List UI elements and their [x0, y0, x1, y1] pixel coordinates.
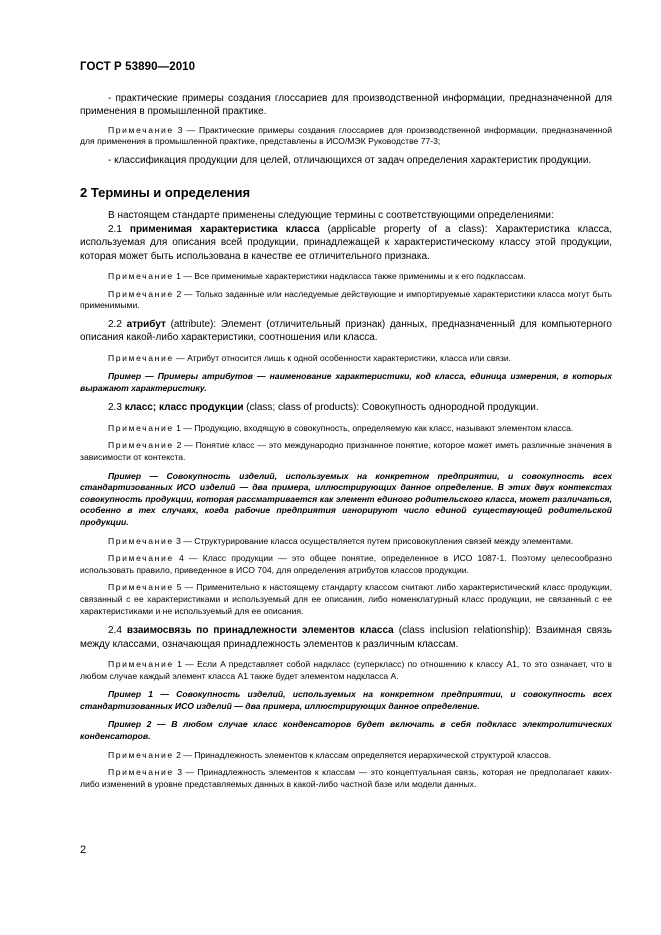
note-label: Примечание [108, 440, 174, 451]
note [80, 659, 612, 682]
note [80, 582, 612, 617]
note [80, 289, 612, 312]
note-text: 1 — Все применимые характеристики надкласса также применимы и к его подклассам. [173, 271, 526, 282]
term-definition: (applicable property of a class): Характеристика класса, используемая для описания всей продукции, принадлежащей к характеристическому классу этой продукции, которая может быть использована в качестве ее отличительного признака. [80, 223, 612, 262]
intro-list-item: - практические примеры создания глоссариев для производственной информации, предназначенной для применения в промышленной практике. [80, 93, 612, 118]
term-definition: (class inclusion relationship): Взаимная связь между классами, означающая принадлежность элементов к различным классам. [80, 625, 612, 650]
note-label: Примечание [108, 288, 174, 299]
standard-number: ГОСТ Р 53890—2010 [80, 61, 196, 73]
term-2-2 [80, 318, 612, 345]
note-label: Примечание [108, 271, 174, 282]
note-label: Примечание [108, 352, 174, 363]
note-label: Примечание [108, 767, 174, 778]
page-content [80, 92, 612, 790]
note [80, 353, 612, 365]
term-definition: (attribute): Элемент (отличительный признак) данных, предназначенный для компьютерного описания какой-либо характеристики, соотношения или класса. [80, 318, 612, 344]
note-label: Примечание [108, 658, 174, 669]
note [80, 536, 612, 548]
note [80, 750, 612, 762]
page-number: 2 [80, 844, 87, 856]
note [80, 553, 612, 576]
section-lead: В настоящем стандарте применены следующие термины с соответствующими определениями: [108, 210, 554, 222]
example: Пример — Совокупность изделий, используемых на конкретном предприятии, и совокупность всех стандартизованных ИСО изделий — два примера, иллюстрирующих данное определение. В этих двух контекстах совокупность продукции, которая рассматривается как элемент единого родительского класса, может различаться, особенно в тех случаях, когда рабочие предприятия игнорируют число единой существующей родительской продукции. [80, 470, 612, 527]
term-name: класс; класс продукции [124, 402, 244, 414]
note [80, 423, 612, 435]
note-text: 2 — Только заданные или наследуемые действующие и импортируемые характеристики класса могут быть применимыми. [80, 288, 612, 311]
note-label: Примечание [108, 582, 174, 593]
note [80, 767, 612, 790]
note-text: 3 — Практические примеры создания глоссариев для производственной информации, предназначенной для применения в промышленной практике, представлены в ИСО/МЭК Руководстве 77-3; [80, 124, 612, 147]
term-number: 2.2 [108, 318, 127, 330]
example: Пример — Примеры атрибутов — наименование характеристики, код класса, единица измерения, в которых выражают характеристику. [80, 371, 612, 393]
term-name: взаимосвязь по принадлежности элементов класса [126, 625, 394, 637]
note-text: 4 — Класс продукции — это общее понятие, определенное в ИСО 1087-1. Поэтому целесообразно использовать правило, приведенное в ИСО 704, для определения атрибутов классов продукции. [80, 553, 612, 575]
note [80, 440, 612, 463]
note-text: 3 — Принадлежность элементов к классам — это концептуальная связь, которая не предполагает каких-либо изменений в уровне представляемых данных в какой-либо частной базе или модели данных. [80, 767, 612, 789]
note-text: 5 — Применительно к настоящему стандарту классом считают либо характеристический класс продукции, связанный с ее характеристиками и используемый для ее описания, либо номенклатурный класс продукции, не связанный с ее характеристиками и не используемый для ее описания. [80, 582, 612, 616]
intro-list-item: - классификация продукции для целей, отличающихся от задач определения характеристик продукции. [108, 155, 592, 166]
note-text: — Атрибут относится лишь к одной особенности характеристики, класса или связи. [173, 352, 512, 363]
term-2-1 [80, 223, 612, 263]
note [80, 125, 612, 148]
section-title: 2 Термины и определения [80, 185, 251, 201]
term-number: 2.3 [108, 402, 125, 414]
note-label: Примечание [108, 553, 174, 564]
note-text: 2 — Принадлежность элементов к классам определяется иерархической структурой классов. [173, 749, 552, 760]
term-number: 2.4 [108, 625, 127, 637]
note-label: Примечание [108, 535, 174, 546]
term-name: применимая характеристика класса [129, 223, 320, 235]
term-name: атрибут [126, 318, 166, 330]
term-definition: (class; class of products): Совокупность однородной продукции. [243, 402, 539, 414]
note-label: Примечание [108, 422, 174, 433]
note-label: Примечание [108, 749, 174, 760]
note [80, 271, 612, 283]
term-2-3 [80, 401, 612, 414]
example: Пример 1 — Совокупность изделий, используемых на конкретном предприятии, и совокупность всех стандартизованных ИСО изделий — два примера, иллюстрирующих данное определение. [80, 689, 612, 711]
note-text: 2 — Понятие класс — это международно признанное понятие, которое может иметь различные значения в зависимости от контекста. [80, 440, 612, 462]
term-2-4 [80, 624, 612, 651]
example: Пример 2 — В любом случае класс конденсаторов будет включать в себя подкласс электролитических конденсаторов. [80, 719, 612, 741]
note-label: Примечание [108, 124, 174, 135]
term-number: 2.1 [108, 223, 130, 235]
note-text: 3 — Структурирование класса осуществляется путем присовокупления связей между элементами. [173, 535, 574, 546]
note-text: 1 — Если A представляет собой надкласс (суперкласс) по отношению к классу A1, то это означает, что в любом случае каждый элемент класса A1 также будет элементом надкласса A. [80, 658, 612, 681]
note-text: 1 — Продукцию, входящую в совокупность, определяемую как класс, называют элементом класса. [173, 422, 574, 433]
